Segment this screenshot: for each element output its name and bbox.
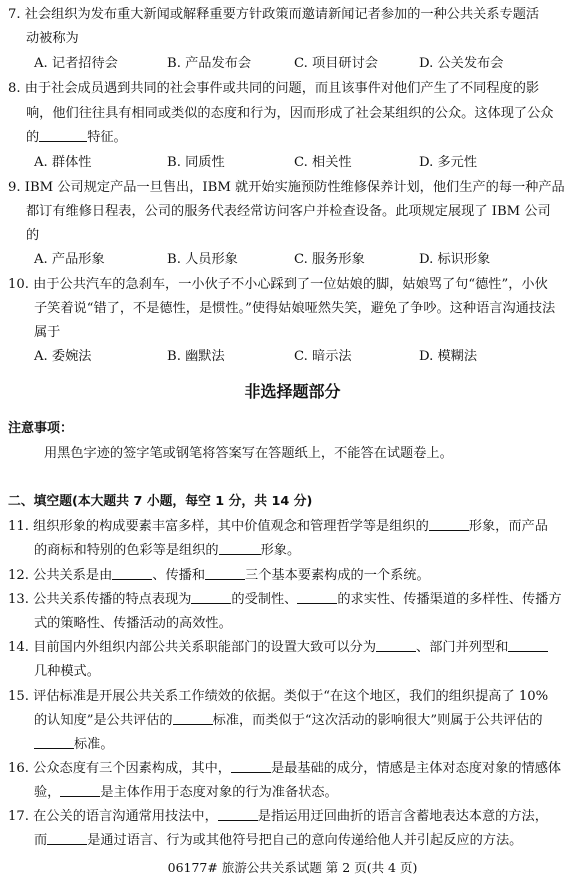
question-9-option-c: C. 服务形象 (294, 252, 365, 267)
question-10-option-d: D. 模糊法 (419, 349, 478, 364)
question-11-line-1: 11. 组织形象的构成要素丰富多样，其中价值观念和管理哲学等是组织的 形象，而产品 (8, 519, 548, 534)
question-10-line-2: 子笑着说“错了，不是德性，是惯性。”使得姑娘哑然失笑，避免了争吵。这种语言沟通技法 (34, 301, 556, 316)
question-11-line-2: 的商标和特别的色彩等是组织的 形象。 (34, 543, 301, 558)
question-7-option-b: B. 产品发布会 (167, 56, 252, 71)
page-footer: 06177# 旅游公共关系试题 第 2 页(共 4 页) (167, 860, 418, 875)
section-title: 非选择题部分 (244, 382, 341, 401)
answer-blank (60, 795, 100, 797)
question-15-line-1: 15. 评估标准是开展公共关系工作绩效的依据。类似于“在这个地区，我们的组织提高了 10% (8, 689, 549, 704)
question-16-line-1: 16. 公众态度有三个因素构成，其中， 是最基础的成分，情感是主体对态度对象的情感体 (8, 761, 562, 776)
question-14-line-1: 14. 目前国内外组织内部公共关系职能部门的设置大致可以分为 、部门并列型和 (8, 641, 548, 654)
question-7-option-a: A. 记者招待会 (34, 56, 118, 71)
question-15-line-3: 标准。 (34, 738, 114, 751)
question-7-option-c: C. 项目研讨会 (294, 56, 378, 71)
notice-text: 用黑色字迹的签字笔或钢笔将答案写在答题纸上，不能答在试题卷上。 (44, 446, 453, 461)
question-8-option-c: C. 相关性 (294, 155, 352, 170)
answer-blank (47, 843, 87, 845)
question-7-line-1: 7. 社会组织为发布重大新闻或解释重要方针政策而邀请新闻记者参加的一种公共关系专题活 (8, 7, 540, 22)
question-9-option-b: B. 人员形象 (167, 252, 238, 267)
question-10-option-b: B. 幽默法 (167, 349, 225, 364)
answer-blank (508, 650, 548, 652)
question-7-option-d: D. 公关发布会 (419, 56, 504, 71)
question-10-option-c: C. 暗示法 (294, 349, 352, 364)
question-17-line-2: 而 是通过语言、行为或其他符号把自己的意向传递给他人并引起反应的方法。 (34, 833, 523, 848)
answer-blank (205, 578, 245, 580)
question-9-line-3: 的 (26, 228, 40, 243)
question-8-option-d: D. 多元性 (419, 155, 478, 170)
question-9-line-2: 都订有维修日程表，公司的服务代表经常访问客户并检查设备。此项规定展现了 IBM 公司 (26, 204, 551, 219)
question-17-line-1: 17. 在公关的语言沟通常用技法中， 是指运用迂回曲折的语言含蓄地表达本意的方法， (8, 809, 548, 824)
part2-heading: 二、填空题(本大题共 7 小题，每空 1 分，共 14 分) (8, 494, 313, 509)
answer-blank (173, 723, 213, 725)
notice-heading: 注意事项： (8, 421, 74, 436)
question-15-line-2: 的认知度”是公共评估的 标准，而类似于“这次活动的影响很大”则属于公共评估的 (34, 713, 543, 728)
question-9-option-a: A. 产品形象 (34, 252, 105, 267)
question-8-option-b: B. 同质性 (167, 155, 225, 170)
question-10-option-a: A. 委婉法 (34, 349, 92, 364)
question-13-line-2: 式的策略性、传播活动的高效性。 (34, 616, 232, 631)
answer-blank (191, 602, 231, 604)
answer-blank (218, 819, 258, 821)
question-9-line-1: 9. IBM 公司规定产品一旦售出，IBM 就开始实施预防性维修保养计划，他们生产的每一种产品 (8, 180, 565, 195)
question-9-option-d: D. 标识形象 (419, 252, 491, 267)
question-7-line-2: 动被称为 (26, 31, 79, 46)
answer-blank (429, 529, 469, 531)
answer-blank (231, 771, 271, 773)
question-10-line-3: 属于 (34, 325, 61, 340)
question-13-line-1: 13. 公共关系传播的特点表现为 的受制性、 的求实性、传播渠道的多样性、传播方 (8, 592, 562, 607)
question-10-line-1: 10. 由于公共汽车的急刹车，一小伙子不小心踩到了一位姑娘的脚，姑娘骂了句“德性”，小伙 (8, 277, 548, 292)
question-8-line-2: 响，他们往往具有相同或类似的态度和行为，因而形成了社会某组织的公众。这体现了公众 (26, 106, 554, 121)
question-16-line-2: 验， 是主体作用于态度对象的行为准备状态。 (34, 785, 338, 800)
answer-blank (112, 578, 152, 580)
answer-blank (34, 747, 74, 749)
question-8-line-3: 的 特征。 (26, 130, 127, 145)
answer-blank (39, 140, 87, 142)
answer-blank (376, 650, 416, 652)
question-12-line-1: 12. 公共关系是由 、传播和 三个基本要素构成的一个系统。 (8, 568, 430, 583)
question-14-line-2: 几种模式。 (34, 664, 100, 679)
answer-blank (219, 553, 261, 555)
question-8-option-a: A. 群体性 (34, 155, 92, 170)
question-8-line-1: 8. 由于社会成员遇到共同的社会事件或共同的问题，而且该事件对他们产生了不同程度的影 (8, 81, 540, 96)
answer-blank (297, 602, 337, 604)
